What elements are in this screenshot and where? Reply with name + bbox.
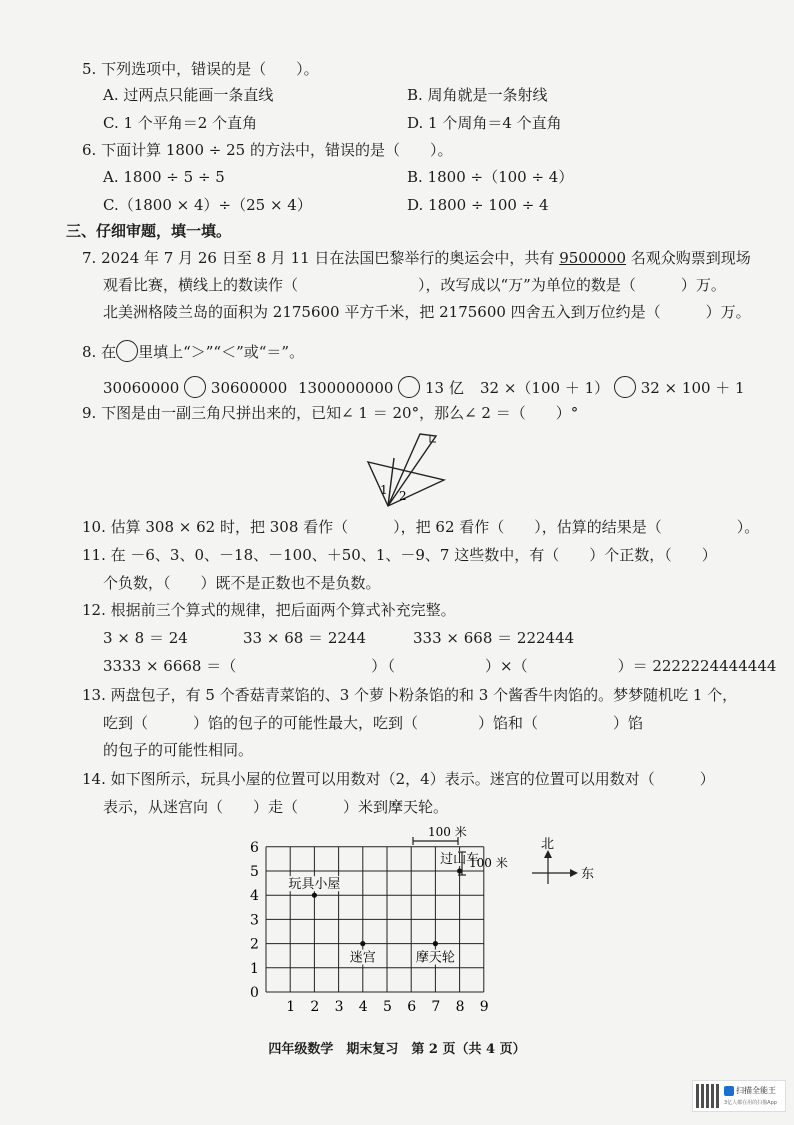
q7-line2: 观看比赛，横线上的数读作（ ），改写成以“万”为单位的数是（ ）万。 bbox=[103, 276, 726, 294]
q8-item-2-left: 1300000000 bbox=[298, 379, 394, 397]
q8-item-3-right: 32 × 100 ＋ 1 bbox=[640, 379, 745, 397]
q6-option-d: D. 1800 ÷ 100 ÷ 4 bbox=[407, 196, 549, 214]
q10-stem: 10. 估算 308 × 62 时，把 308 看作（ ），把 62 看作（ ），估算的结果是（ ）。 bbox=[82, 518, 760, 536]
q12-equation-1: 3 × 8 ＝ 24 bbox=[103, 629, 188, 647]
compass-east-label: 东 bbox=[581, 867, 595, 882]
q14-coordinate-grid bbox=[220, 820, 610, 1020]
q14-line2: 表示，从迷宫向（ ）走（ ）米到摩天轮。 bbox=[103, 798, 449, 816]
q13-line1: 13. 两盘包子，有 5 个香菇青菜馅的、3 个萝卜粉条馅的和 3 个酱香牛肉馅的。梦梦随机吃 1 个， bbox=[82, 686, 738, 704]
scanner-app-icon bbox=[724, 1086, 734, 1096]
location-point bbox=[433, 941, 438, 946]
q7-line3: 北美洲格陵兰岛的面积为 2175600 平方千米，把 2175600 四舍五入到万位约是（ ）万。 bbox=[103, 303, 751, 321]
x-tick-label: 3 bbox=[334, 999, 344, 1015]
q6-option-b: B. 1800 ÷（100 ÷ 4） bbox=[407, 168, 574, 186]
q8-item-1-right: 30600000 bbox=[210, 379, 288, 397]
y-tick-label: 4 bbox=[250, 888, 259, 905]
location-label: 摩天轮 bbox=[415, 950, 455, 966]
y-tick-label: 1 bbox=[250, 960, 259, 977]
circle-blank-icon bbox=[116, 340, 138, 362]
q6-option-c: C.（1800 × 4）÷（25 × 4） bbox=[103, 196, 312, 214]
q9-stem: 9. 下图是由一副三角尺拼出来的，已知∠ 1 ＝ 20°，那么∠ 2 ＝（ ）° bbox=[82, 404, 579, 422]
q8-item-3 bbox=[480, 376, 745, 398]
scanner-watermark bbox=[692, 1080, 786, 1112]
qr-code-icon bbox=[696, 1084, 720, 1108]
compare-circle-3[interactable] bbox=[614, 376, 636, 398]
y-tick-label: 6 bbox=[250, 839, 259, 856]
q5-option-c: C. 1 个平角＝2 个直角 bbox=[103, 114, 258, 132]
q7-underlined-number: 9500000 bbox=[559, 249, 627, 267]
compass-east-arrow-icon bbox=[570, 869, 578, 877]
q12-equation-5: （ ）×（ ）＝ 2222224444444 bbox=[380, 657, 777, 675]
y-tick-label: 2 bbox=[250, 936, 259, 953]
compare-circle-1[interactable] bbox=[184, 376, 206, 398]
q5-option-a: A. 过两点只能画一条直线 bbox=[103, 86, 274, 104]
angle-1-label: 1 bbox=[380, 483, 388, 497]
q7-line1 bbox=[82, 251, 751, 266]
scanner-app-name: 扫描全能王 bbox=[736, 1086, 776, 1095]
q5-option-d: D. 1 个周角＝4 个直角 bbox=[407, 114, 562, 132]
section-3-heading: 三、仔细审题，填一填。 bbox=[66, 222, 232, 240]
location-point bbox=[312, 893, 317, 898]
q8-item-1 bbox=[103, 376, 287, 398]
q8-item-3-left: 32 ×（100 ＋ 1） bbox=[480, 379, 610, 397]
q12-equation-3: 333 × 668 ＝ 222444 bbox=[413, 629, 575, 647]
q8-item-1-left: 30060000 bbox=[103, 379, 180, 397]
q7-line1-post: 名观众购票到现场 bbox=[626, 249, 751, 267]
x-tick-label: 1 bbox=[286, 999, 296, 1015]
location-label: 玩具小屋 bbox=[288, 877, 341, 893]
x-tick-label: 8 bbox=[455, 999, 465, 1015]
location-point bbox=[360, 941, 365, 946]
q11-line2: 个负数，（ ）既不是正数也不是负数。 bbox=[103, 574, 381, 592]
q5-stem: 5. 下列选项中，错误的是（ ）。 bbox=[82, 60, 319, 78]
y-tick-label: 5 bbox=[250, 864, 259, 880]
page-footer: 四年级数学 期末复习 第 2 页（共 4 页） bbox=[268, 1042, 526, 1057]
q8-item-2-right: 13 亿 bbox=[425, 379, 464, 397]
y-tick-label: 3 bbox=[250, 912, 259, 929]
x-tick-label: 6 bbox=[407, 999, 417, 1015]
q6-stem: 6. 下面计算 1800 ÷ 25 的方法中，错误的是（ ）。 bbox=[82, 141, 453, 159]
q13-line3: 的包子的可能性相同。 bbox=[103, 741, 254, 759]
x-tick-label: 5 bbox=[383, 999, 392, 1015]
q13-line2: 吃到（ ）馅的包子的可能性最大，吃到（ ）馅和（ ）馅 bbox=[103, 714, 644, 732]
scanner-app-tagline: 3亿人都在用的扫描App bbox=[724, 1100, 777, 1106]
location-label: 迷宫 bbox=[349, 950, 376, 966]
q8-item-2 bbox=[298, 376, 464, 398]
q12-equation-4: 3333 × 6668 ＝（ ） bbox=[103, 657, 387, 675]
q8-stem-pre: 8. 在 bbox=[82, 343, 117, 361]
scale-label-horizontal: 100 米 bbox=[428, 825, 467, 839]
x-tick-label: 7 bbox=[431, 999, 441, 1015]
scale-label-vertical: 100 米 bbox=[469, 856, 508, 870]
q9-set-square-figure bbox=[360, 428, 450, 510]
q14-line1: 14. 如下图所示，玩具小屋的位置可以用数对（2，4）表示。迷宫的位置可以用数对（ ） bbox=[82, 770, 715, 788]
angle-2-label: 2 bbox=[399, 489, 407, 503]
q11-line1: 11. 在 －6、3、0、－18、－100、＋50、1、－9、7 这些数中，有（ ）个正数，（ ） bbox=[82, 546, 717, 564]
location-label: 过山车 bbox=[440, 852, 480, 867]
compass-north-label: 北 bbox=[541, 837, 555, 852]
x-tick-label: 9 bbox=[479, 999, 489, 1015]
x-tick-label: 4 bbox=[358, 999, 368, 1015]
q12-stem: 12. 根据前三个算式的规律，把后面两个算式补充完整。 bbox=[82, 601, 456, 619]
q7-line1-pre: 7. 2024 年 7 月 26 日至 8 月 11 日在法国巴黎举行的奥运会中，共有 bbox=[82, 249, 560, 267]
q8-stem-post: 里填上“＞”“＜”或“＝”。 bbox=[138, 343, 305, 361]
x-tick-label: 2 bbox=[310, 999, 320, 1015]
y-tick-label: 0 bbox=[250, 985, 259, 1001]
q12-equation-2: 33 × 68 ＝ 2244 bbox=[243, 629, 366, 647]
compare-circle-2[interactable] bbox=[398, 376, 420, 398]
q8-stem bbox=[82, 340, 304, 362]
q5-option-b: B. 周角就是一条射线 bbox=[407, 86, 548, 104]
q6-option-a: A. 1800 ÷ 5 ÷ 5 bbox=[103, 168, 225, 186]
